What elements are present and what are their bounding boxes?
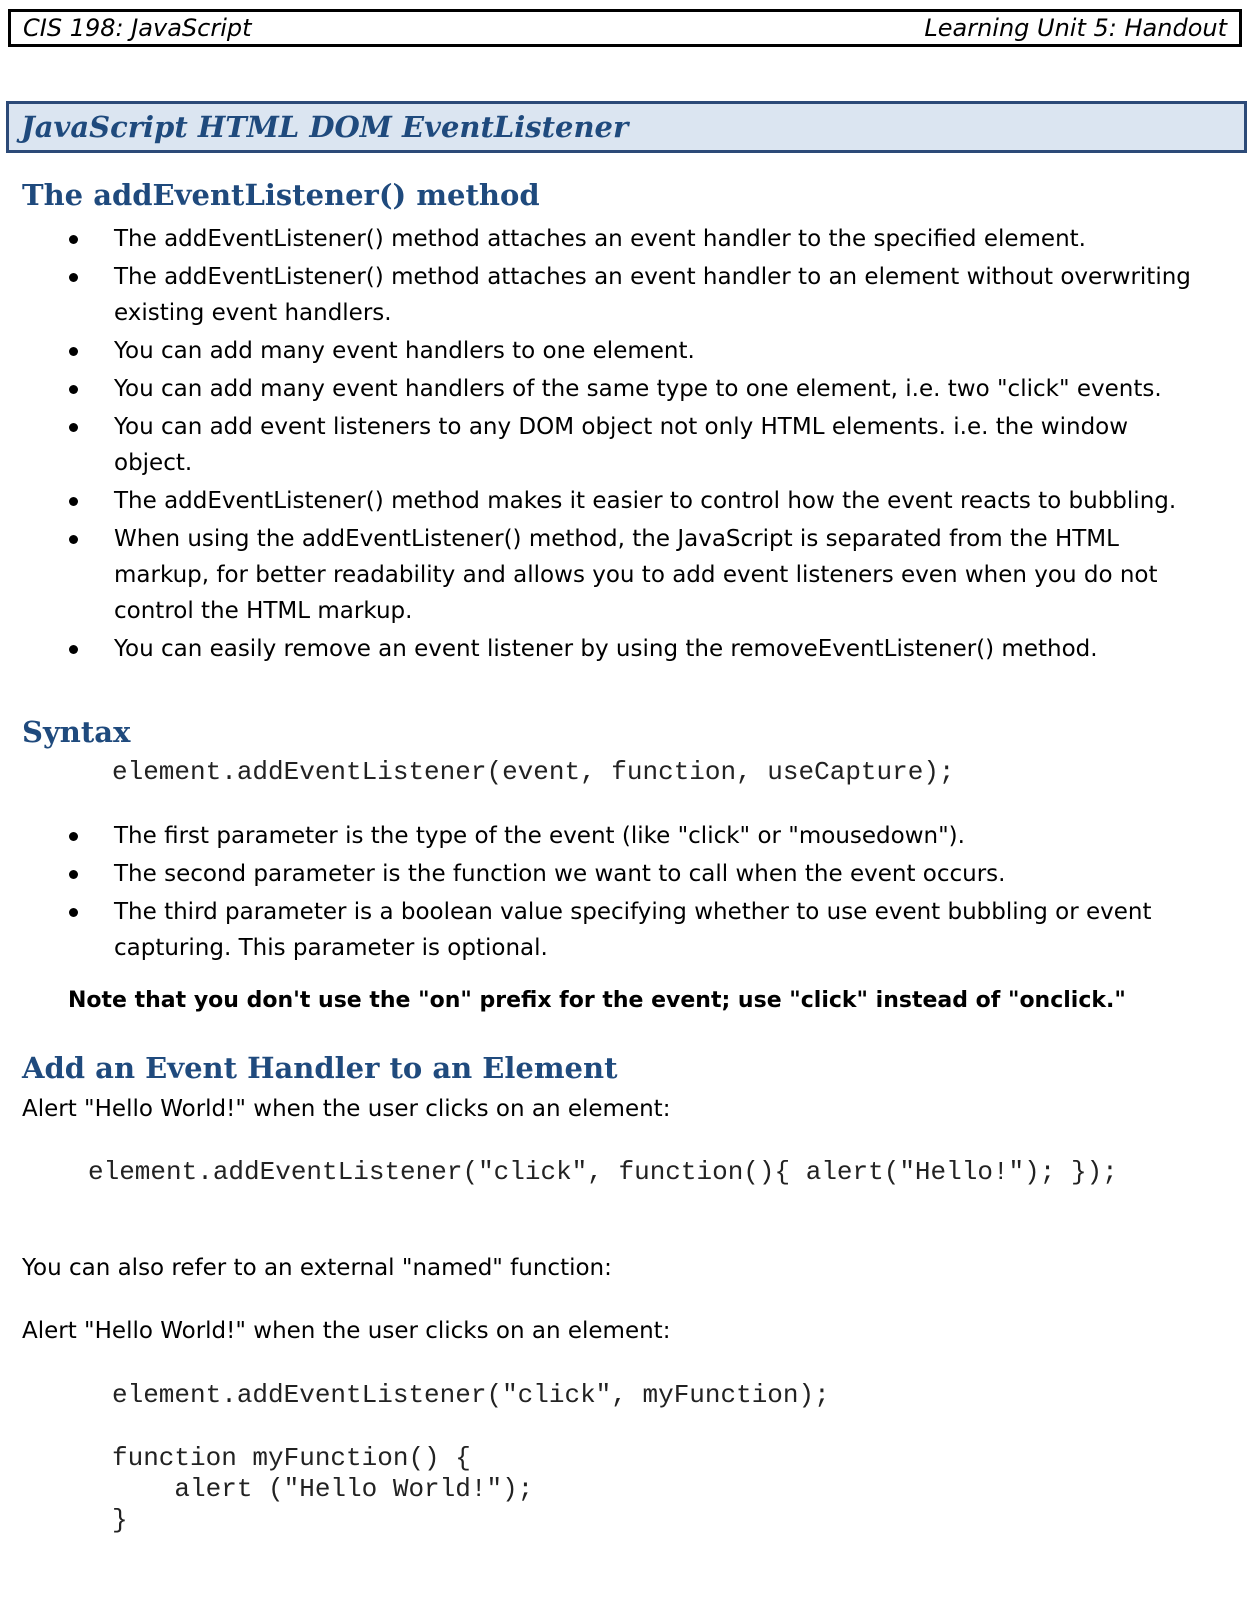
section-heading-addeventlistener: The addEventListener() method: [22, 178, 540, 212]
example-code-anonymous: element.addEventListener("click", function(){ alert("Hello!"); });: [88, 1157, 1118, 1187]
note-text: Note that you don't use the "on" prefix for the event; use "click" instead of "onclick.": [68, 988, 1126, 1013]
bullet-icon: [69, 423, 78, 432]
list-item: The second parameter is the function we want to call when the event occurs.: [0, 856, 1251, 892]
intro-text: Alert "Hello World!" when the user clicks on an element:: [22, 1096, 671, 1122]
bullet-icon: [69, 385, 78, 394]
list-item: The addEventListener() method attaches an event handler to an element without overwriting existing event handlers.: [0, 259, 1251, 331]
example-code-named-line2: function myFunction() {: [112, 1443, 471, 1473]
method-bullet-list: [0, 221, 1251, 669]
list-item: The third parameter is a boolean value specifying whether to use event bubbling or event capturing. This parameter is optional.: [0, 894, 1251, 966]
list-item: You can add event listeners to any DOM object not only HTML elements. i.e. the window object.: [0, 409, 1251, 481]
document-title: [6, 101, 1247, 153]
bullet-icon: [69, 870, 78, 879]
bullet-icon: [69, 832, 78, 841]
bullet-icon: [69, 535, 78, 544]
syntax-code: element.addEventListener(event, function, useCapture);: [112, 757, 955, 787]
section-heading-add-event-handler: Add an Event Handler to an Element: [22, 1051, 618, 1085]
section-heading-syntax: Syntax: [22, 715, 131, 749]
named-function-text: You can also refer to an external "named" function:: [22, 1255, 612, 1281]
list-item: When using the addEventListener() method, the JavaScript is separated from the HTML markup, for better readability and allows you to add event listeners even when you do not control the HTML markup.: [0, 521, 1251, 629]
alert-text: Alert "Hello World!" when the user clicks on an element:: [22, 1318, 671, 1344]
example-code-named-line4: }: [112, 1505, 128, 1535]
bullet-icon: [69, 908, 78, 917]
example-code-named-line1: element.addEventListener("click", myFunction);: [112, 1380, 830, 1410]
header-unit: Learning Unit 5: Handout: [924, 14, 1227, 42]
bullet-icon: [69, 273, 78, 282]
list-item: The first parameter is the type of the event (like "click" or "mousedown").: [0, 818, 1251, 854]
list-item: You can add many event handlers of the same type to one element, i.e. two "click" events.: [0, 371, 1251, 407]
list-item: You can add many event handlers to one element.: [0, 333, 1251, 369]
bullet-icon: [69, 347, 78, 356]
list-item: You can easily remove an event listener by using the removeEventListener() method.: [0, 631, 1251, 667]
bullet-icon: [69, 645, 78, 654]
example-code-named-line3: alert ("Hello World!");: [112, 1474, 534, 1504]
bullet-icon: [69, 235, 78, 244]
parameter-bullet-list: [0, 818, 1251, 968]
page-header: [8, 9, 1242, 47]
title-text: JavaScript HTML DOM EventListener: [21, 110, 629, 144]
header-course: CIS 198: JavaScript: [23, 14, 252, 42]
list-item: The addEventListener() method makes it easier to control how the event reacts to bubbling.: [0, 483, 1251, 519]
bullet-icon: [69, 497, 78, 506]
list-item: The addEventListener() method attaches an event handler to the specified element.: [0, 221, 1251, 257]
